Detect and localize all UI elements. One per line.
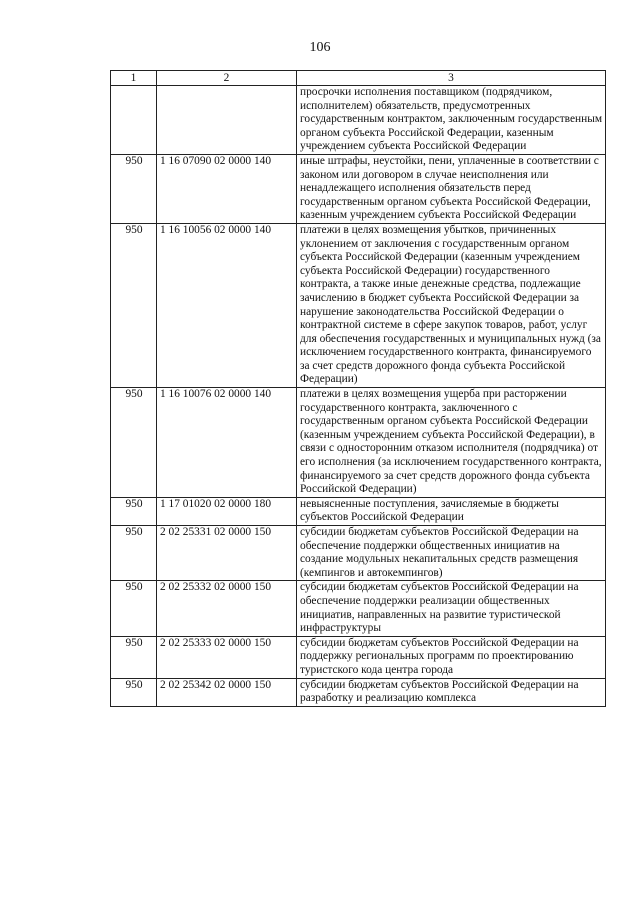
table-row (111, 388, 606, 498)
description-cell: субсидии бюджетам субъектов Российской Федерации на обеспечение поддержки реализации общественных инициатив, направленных на развитие туристической инфраструктуры (297, 581, 606, 636)
budget-code-cell: 1 16 10056 02 0000 140 (157, 223, 297, 387)
description-cell: субсидии бюджетам субъектов Российской Федерации на обеспечение поддержки общественных инициатив на создание модульных некапитальных средств размещения (кемпингов и автокемпингов) (297, 526, 606, 581)
admin-code-cell: 950 (111, 223, 157, 387)
description-cell: просрочки исполнения поставщиком (подрядчиком, исполнителем) обязательств, предусмотренных государственным контрактом, заключенным государственным органом субъекта Российской Федерации, казенным учреждением субъекта Российской Федерации (297, 86, 606, 155)
revenue-codes-table (110, 70, 606, 707)
column-header-2: 2 (157, 71, 297, 86)
admin-code-cell: 950 (111, 636, 157, 678)
admin-code-cell: 950 (111, 581, 157, 636)
table-row (111, 497, 606, 525)
description-cell: субсидии бюджетам субъектов Российской Федерации на поддержку региональных программ по проектированию туристского кода центра города (297, 636, 606, 678)
column-header-3: 3 (297, 71, 606, 86)
description-cell: невыясненные поступления, зачисляемые в бюджеты субъектов Российской Федерации (297, 497, 606, 525)
admin-code-cell: 950 (111, 526, 157, 581)
table-row (111, 678, 606, 706)
budget-code-cell: 2 02 25342 02 0000 150 (157, 678, 297, 706)
table-row (111, 526, 606, 581)
page-number: 106 (309, 40, 331, 55)
column-header-1: 1 (111, 71, 157, 86)
admin-code-cell: 950 (111, 678, 157, 706)
table-row (111, 86, 606, 155)
budget-code-cell: 1 17 01020 02 0000 180 (157, 497, 297, 525)
budget-code-cell: 1 16 07090 02 0000 140 (157, 154, 297, 223)
admin-code-cell: 950 (111, 154, 157, 223)
budget-code-cell: 2 02 25333 02 0000 150 (157, 636, 297, 678)
admin-code-cell: 950 (111, 388, 157, 498)
budget-code-cell: 1 16 10076 02 0000 140 (157, 388, 297, 498)
description-cell: платежи в целях возмещения ущерба при расторжении государственного контракта, заключенного с государственным органом субъекта Российской Федерации (казенным учреждением субъекта Российской Федерации), в связи с односторонним отказом исполнителя (подрядчика) от его исполнения (за исключением государственного контракта, финансируемого за счет средств дорожного фонда субъекта Российской Федерации) (297, 388, 606, 498)
admin-code-cell: 950 (111, 497, 157, 525)
description-cell: платежи в целях возмещения убытков, причиненных уклонением от заключения с государственным органом субъекта Российской Федерации (казенным учреждением субъекта Российской Федерации) государственного контракта, а также иные денежные средства, подлежащие зачислению в бюджет субъекта Российской Федерации за нарушение законодательства Российской Федерации о контрактной системе в сфере закупок товаров, работ, услуг для обеспечения государственных и муниципальных нужд (за исключением государственного контракта, финансируемого за счет средств дорожного фонда субъекта Российской Федерации) (297, 223, 606, 387)
table-row (111, 223, 606, 387)
description-cell: субсидии бюджетам субъектов Российской Федерации на разработку и реализацию комплекса (297, 678, 606, 706)
table-header-row (111, 71, 606, 86)
table-row (111, 154, 606, 223)
budget-code-cell: 2 02 25332 02 0000 150 (157, 581, 297, 636)
admin-code-cell (111, 86, 157, 155)
table-row (111, 581, 606, 636)
description-cell: иные штрафы, неустойки, пени, уплаченные в соответствии с законом или договором в случае неисполнения или ненадлежащего исполнения обязательств перед государственным органом субъекта Российской Федерации, казенным учреждением субъекта Российской Федерации (297, 154, 606, 223)
table-row (111, 636, 606, 678)
budget-code-cell: 2 02 25331 02 0000 150 (157, 526, 297, 581)
budget-code-cell (157, 86, 297, 155)
